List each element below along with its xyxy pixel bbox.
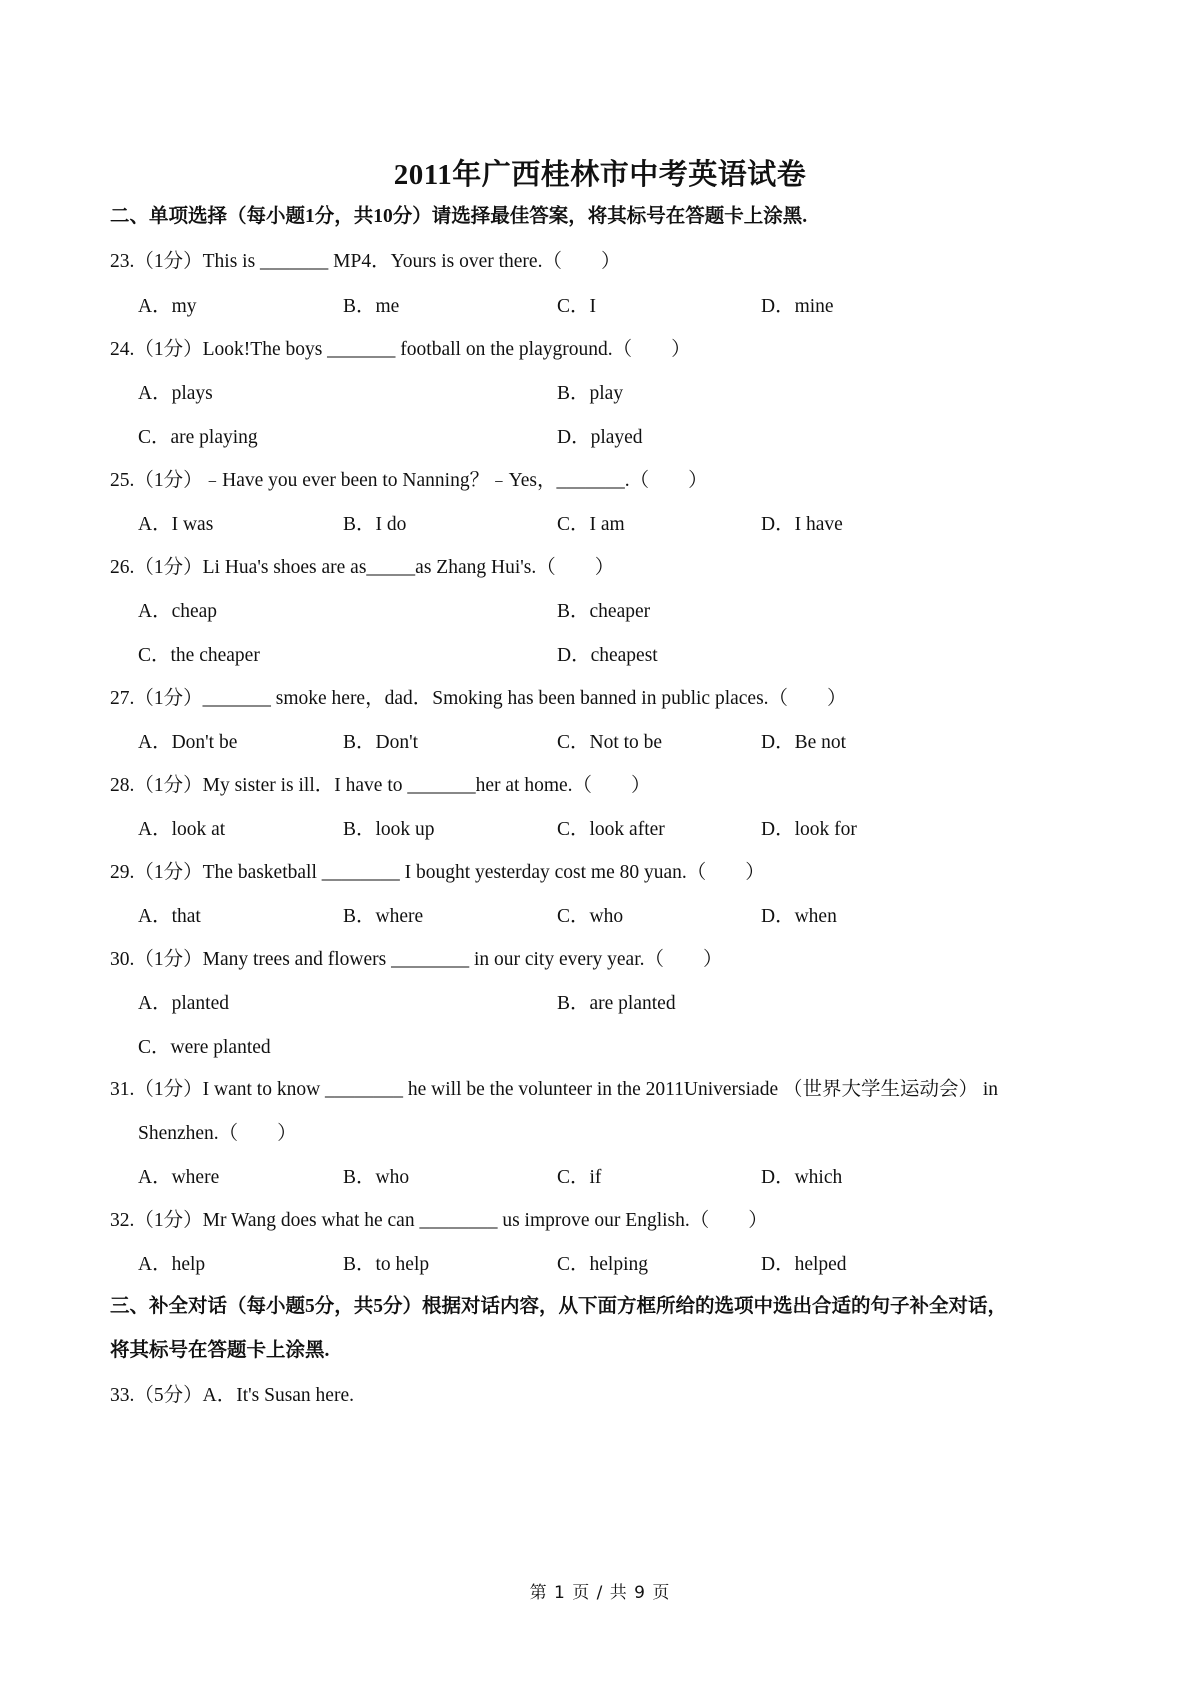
option-c: C．if [557, 1167, 602, 1188]
option-b: B．who [343, 1167, 410, 1188]
option-d: D．played [557, 427, 643, 448]
section-heading: 二、单项选择（每小题1分，共10分）请选择最佳答案，将其标号在答题卡上涂黑. [110, 206, 808, 227]
option-a: A．help [138, 1254, 206, 1275]
option-b: B．Don't [343, 732, 419, 753]
option-c: C．look after [557, 819, 665, 840]
option-b: B．where [343, 906, 424, 927]
section-heading: 三、补全对话（每小题5分，共5分）根据对话内容，从下面方框所给的选项中选出合适的句子补全对话， [110, 1296, 1008, 1317]
question-stem: 30.（1分）Many trees and flowers ________ in our city every year.（ ） [110, 949, 723, 970]
question-stem: 24.（1分）Look!The boys _______ football on the playground.（ ） [110, 339, 691, 360]
question-stem: 23.（1分）This is _______ MP4．Yours is over there.（ ） [110, 251, 621, 272]
option-b: B．cheaper [557, 601, 651, 622]
option-a: A．that [138, 906, 201, 927]
option-a: A．I was [138, 514, 214, 535]
question-stem: 25.（1分）﹣Have you ever been to Nanning？﹣Yes，_______.（ ） [110, 470, 708, 491]
option-b: B．look up [343, 819, 435, 840]
page-footer: 第 1 页 / 共 9 页 [529, 1583, 671, 1603]
option-a: A．my [138, 296, 197, 317]
option-b: B．are planted [557, 993, 676, 1014]
question-stem: 29.（1分）The basketball ________ I bought yesterday cost me 80 yuan.（ ） [110, 862, 765, 883]
option-d: D．I have [761, 514, 843, 535]
option-d: D．when [761, 906, 837, 927]
option-c: C．Not to be [557, 732, 663, 753]
option-c: C．who [557, 906, 624, 927]
option-b: B．play [557, 383, 624, 404]
option-c: C．are playing [138, 427, 258, 448]
option-d: D．helped [761, 1254, 847, 1275]
section-heading-continued: 将其标号在答题卡上涂黑. [110, 1340, 330, 1361]
option-b: B．to help [343, 1254, 430, 1275]
option-c: C．the cheaper [138, 645, 260, 666]
question-stem: 32.（1分）Mr Wang does what he can ________ us improve our English.（ ） [110, 1210, 768, 1231]
option-a: A．planted [138, 993, 229, 1014]
question-stem: 27.（1分）_______ smoke here，dad．Smoking has been banned in public places.（ ） [110, 688, 847, 709]
option-a: A．cheap [138, 601, 218, 622]
option-c: C．I am [557, 514, 625, 535]
question-stem-continued: Shenzhen.（ ） [138, 1123, 297, 1144]
option-d: D．mine [761, 296, 834, 317]
option-d: D．cheapest [557, 645, 658, 666]
option-b: B．me [343, 296, 400, 317]
option-c: C．I [557, 296, 597, 317]
exam-title: 2011年广西桂林市中考英语试卷 [393, 159, 807, 191]
question-stem: 26.（1分）Li Hua's shoes are as_____as Zhang Hui's.（ ） [110, 557, 615, 578]
option-a: A．where [138, 1167, 220, 1188]
option-a: A．plays [138, 383, 213, 404]
option-a: A．look at [138, 819, 226, 840]
option-c: C．helping [557, 1254, 648, 1275]
question-stem: 28.（1分）My sister is ill．I have to _______her at home.（ ） [110, 775, 651, 796]
option-b: B．I do [343, 514, 407, 535]
option-a: A．Don't be [138, 732, 238, 753]
option-d: D．look for [761, 819, 857, 840]
option-c: C．were planted [138, 1037, 271, 1058]
option-d: D．which [761, 1167, 843, 1188]
question-stem: 33.（5分）A．It's Susan here. [110, 1385, 354, 1406]
question-stem: 31.（1分）I want to know ________ he will be the volunteer in the 2011Universiade （世界大学生运动会） in [110, 1079, 999, 1100]
option-d: D．Be not [761, 732, 847, 753]
